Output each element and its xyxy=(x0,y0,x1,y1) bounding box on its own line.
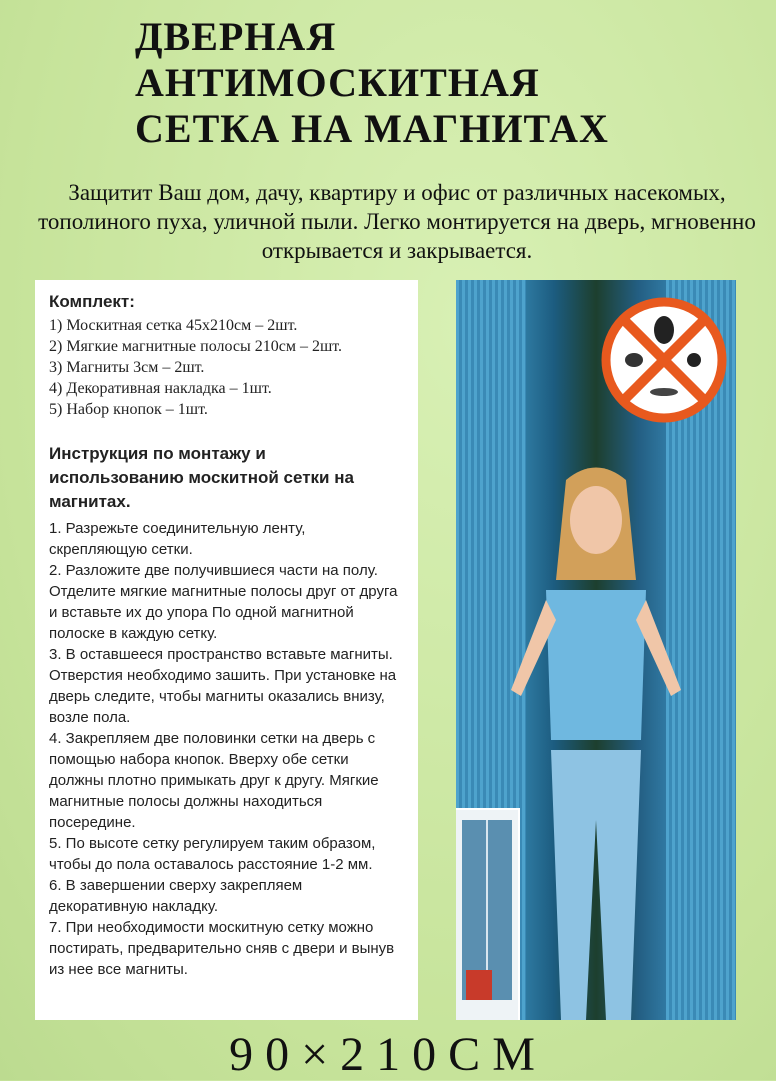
kit-item: 5) Набор кнопок – 1шт. xyxy=(49,401,208,418)
instructions-card xyxy=(35,280,418,1020)
size-label: 90×210СМ xyxy=(229,1028,547,1081)
kit-heading: Комплект: xyxy=(49,292,135,311)
steps-list xyxy=(49,518,404,980)
instructions-heading: Инструкция по монтажу и использованию москитной сетки на магнитах. xyxy=(49,444,354,511)
step-item: 2. Разложите две получившиеся части на полу. Отделите мягкие магнитные полосы друг от друга и вставьте их до упора По одной магнитной полоске в каждую сетку. xyxy=(49,562,398,642)
no-insects-icon xyxy=(600,296,728,424)
title-line: АНТИМОСКИТНАЯ xyxy=(135,60,540,105)
step-item: 3. В оставшееся пространство вставьте магниты. Отверстия необходимо зашить. При установке на дверь следите, чтобы магниты оказались внизу, возле пола. xyxy=(49,646,397,726)
kit-item: 1) Москитная сетка 45х210см – 2шт. xyxy=(49,317,298,334)
kit-item: 2) Мягкие магнитные полосы 210см – 2шт. xyxy=(49,338,343,355)
step-item: 4. Закрепляем две половинки сетки на дверь с помощью набора кнопок. Вверху обе сетки должны плотно примыкать друг к другу. Мягкие магнитные полосы должны находиться посередине. xyxy=(49,730,379,831)
woman-figure-image xyxy=(506,460,686,1020)
product-photo xyxy=(456,280,736,1020)
kit-item: 3) Магниты 3см – 2шт. xyxy=(49,359,205,376)
kit-list xyxy=(49,315,404,420)
intro-text: Защитит Ваш дом, дачу, квартиру и офис от различных насекомых, тополиного пуха, уличной пыли. Легко монтируется на дверь, мгновенно открывается и закрывается. xyxy=(38,180,756,263)
title-line: СЕТКА НА МАГНИТАХ xyxy=(135,106,609,151)
inset-photo xyxy=(456,808,520,1020)
curtain-inset-image xyxy=(456,810,518,1020)
title-line: ДВЕРНАЯ xyxy=(135,14,337,59)
step-item: 5. По высоте сетку регулируем таким образом, чтобы до пола оставалось расстояние 1-2 мм. xyxy=(49,835,376,873)
step-item: 6. В завершении сверху закрепляем декоративную накладку. xyxy=(49,877,303,915)
product-title xyxy=(135,14,755,152)
step-item: 1. Разрежьте соединительную ленту, скрепляющую сетки. xyxy=(49,520,306,558)
kit-item: 4) Декоративная накладка – 1шт. xyxy=(49,380,272,397)
step-item: 7. При необходимости москитную сетку можно постирать, предварительно сняв с двери и вынув из нее все магниты. xyxy=(49,919,395,978)
